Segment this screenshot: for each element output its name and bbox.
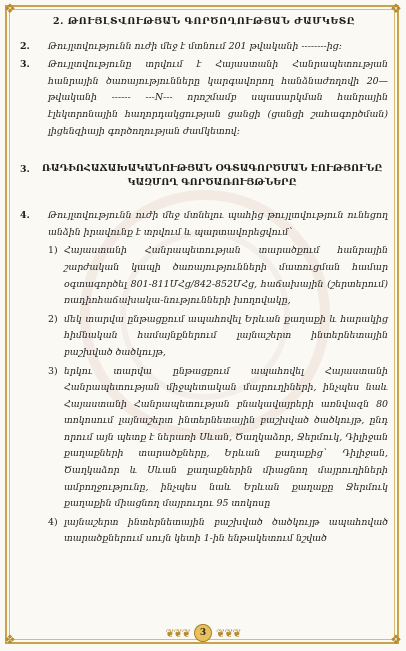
section-3-heading xyxy=(20,162,388,190)
corner-ornament-icon: ❖ xyxy=(4,2,16,17)
laurel-left-icon: ❦❦❦ xyxy=(165,626,190,640)
item-number: 4. xyxy=(20,210,30,222)
section-2-title: 2. ԹՈՒՅԼՏՎՈՒԹՅԱՆ ԳՈՐԾՈՂՈՒԹՅԱՆ ԺԱՄԿԵՏԸ xyxy=(53,16,355,27)
section-3-title: ՌԱԴԻՈՀԱՃԱԽԱԿԱՆՈՒԹՅԱՆ ՕԳՏԱԳՈՐԾՄԱՆ ԷՈՒԹՅՈՒՆԸ ԿԱԶՄՈՂ ԳՈՐԾԱՌՈՒՅԹՆԵՐԸ xyxy=(41,163,383,189)
subitem-4 xyxy=(48,515,388,548)
subitem-1 xyxy=(48,243,388,309)
subitem-3 xyxy=(48,364,388,513)
item-text: Թույլտվությունը տրվում է Հայաստանի Հանրապետության հանրային ծառայությունները կարգավորող հանձնաժողովի 20—թվականի ------ ---N--- որոշմամբ սպասարկման հանրային էլեկտրոնային հաղորդակցության ցանցի (ցանցի շահագործման) լիցենզիայի գործողության ժամկետով: xyxy=(48,59,388,137)
item-2 xyxy=(20,39,388,56)
item-3 xyxy=(20,57,388,140)
subitem-number: 3) xyxy=(48,365,58,377)
section-number: 3. xyxy=(20,164,30,176)
corner-ornament-icon: ❖ xyxy=(4,633,16,648)
document-body xyxy=(20,14,388,550)
item-text: Թույլտվությունն ուժի մեջ մտնելու պահից թույլտվություն ունեցող անձին իրավունք է տրվում և պարտավորեցվում` xyxy=(48,210,388,238)
subitem-2 xyxy=(48,312,388,362)
page-footer xyxy=(0,622,406,644)
page-number: 3 xyxy=(194,624,212,642)
subitem-text: երկու տարվա ընթացքում ապահովել Հայաստանի Հանրապետության միջպետական մայրուղիների, ինչպես նաև Հայաստանի Հանրապետության բնակավայրերի առնվազն 80 տոկոսում լայնաշերտ ինտերնետային բաշխված ծածկույթ, ընդ որում այն պետք է ներառի Սևան, Ծաղկաձոր, Ջերմուկ, Դիլիջան քաղաքների տարածքները, Երևան քաղաքից` Դիլիջան, Ծաղկաձոր և Սևան քաղաքներին միացնող մայրուղիների ամբողջությունը, ինչպես նաև Երևան քաղաքը Ջերմուկ քաղաքին միացնող մայրուղու 95 տոկոսը xyxy=(64,365,388,510)
item-4 xyxy=(20,208,388,241)
subitem-number: 1) xyxy=(48,245,58,257)
item-text: Թույլտվությունն ուժի մեջ է մտնում 201 թվականի --------ից: xyxy=(48,40,342,52)
subitem-number: 2) xyxy=(48,313,58,325)
laurel-right-icon: ❦❦❦ xyxy=(216,626,241,640)
item-number: 3. xyxy=(20,59,30,71)
subitem-text: մեկ տարվա ընթացքում ապահովել Երևան քաղաքի և հարակից հիմնական համայնքներում լայնաշերտ ինտերնետային բաշխված ծածկույթ, xyxy=(64,313,388,358)
subitem-text: լայնաշերտ ինտերնետային բաշխված ծածկույթ ապահոված տարածքներում սույն կետի 1-ին ենթակետում նշված xyxy=(64,516,388,545)
item-number: 2. xyxy=(20,40,30,52)
subitem-number: 4) xyxy=(48,516,58,528)
corner-ornament-icon: ❖ xyxy=(390,633,402,648)
corner-ornament-icon: ❖ xyxy=(390,2,402,17)
subitem-text: Հայաստանի Հանրապետության տարածքում հանրային շարժական կապի ծառայությունների մատուցման համար օգտագործել 801-811ՄՀց/842-852ՄՀց, հաճախային (շերտերում) ռադիոհաճախակա-նությունների խողովակը, xyxy=(64,245,388,307)
